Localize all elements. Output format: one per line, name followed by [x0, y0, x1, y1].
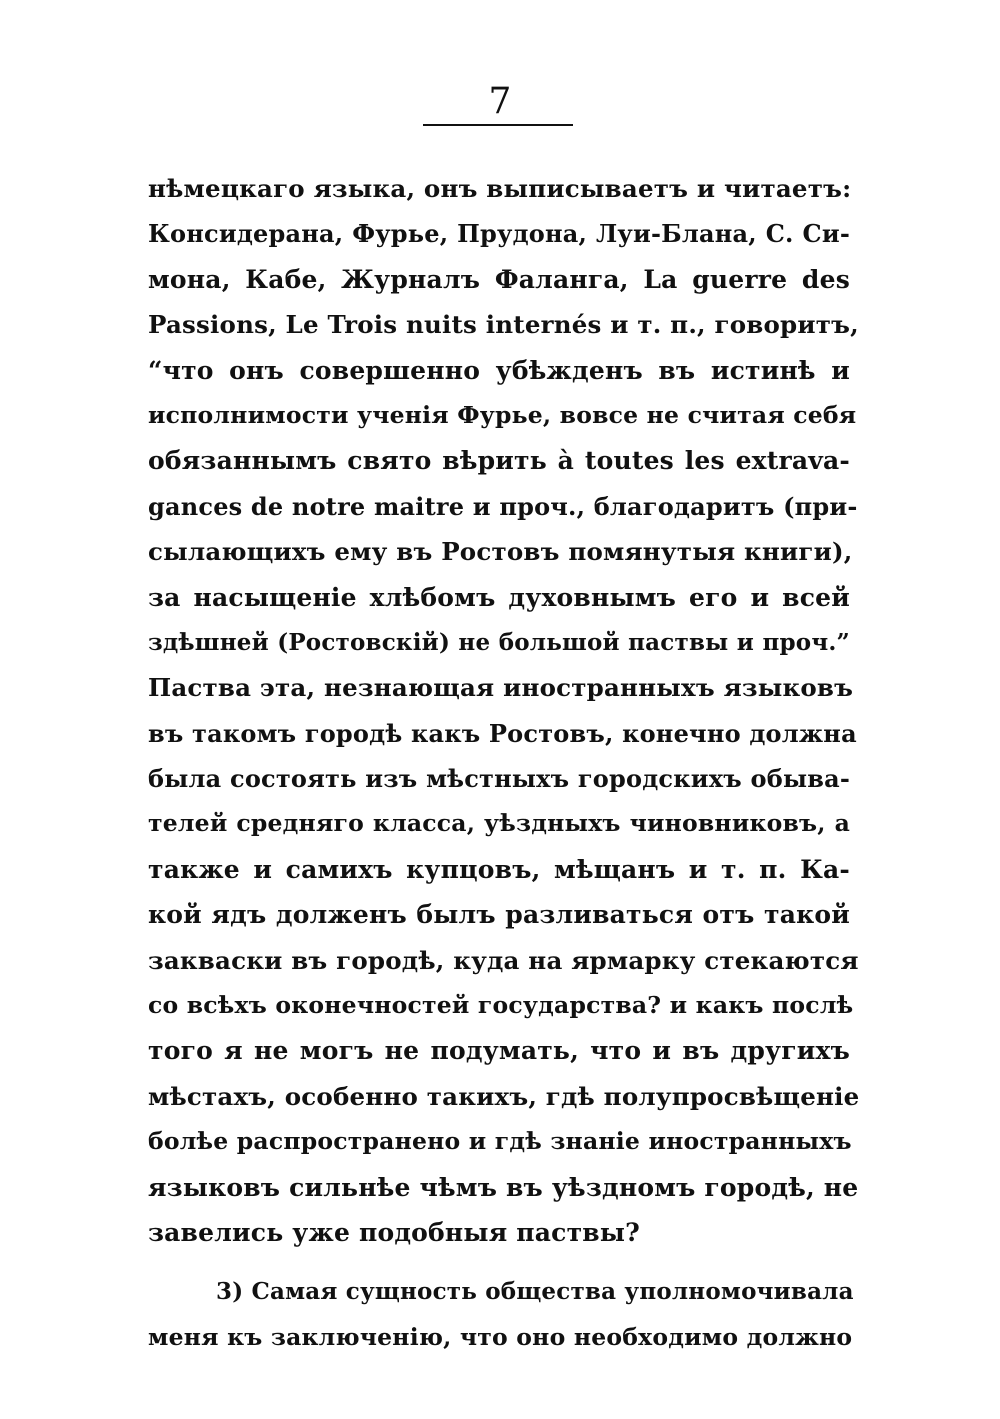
paragraph-2	[148, 1269, 854, 1360]
text-line: нѣмецкаго языка, онъ выписываетъ и читаетъ:	[148, 174, 852, 203]
text-line: 3) Самая сущность общества уполномочивала	[216, 1278, 854, 1306]
text-line: мѣстахъ, особенно такихъ, гдѣ полупросвѣщеніе	[148, 1081, 860, 1111]
text-line: Консидерана, Фурье, Прудона, Луи-Блана, С. Си-	[148, 219, 850, 249]
text-line: языковъ сильнѣе чѣмъ въ уѣздномъ городѣ, не	[148, 1172, 859, 1202]
page-number: 7	[488, 81, 512, 122]
text-line: телей средняго класса, уѣздныхъ чиновниковъ, а	[148, 809, 850, 838]
text-line: также и самихъ купцовъ, мѣщанъ и т. п. Ка-	[148, 854, 850, 884]
text-line: Паства эта, незнающая иностранныхъ языковъ	[148, 673, 854, 703]
text-line: меня къ заключенію, что оно необходимо должно	[148, 1322, 853, 1351]
text-line: завелись уже подобныя паствы?	[148, 1217, 640, 1247]
text-line: сылающихъ ему въ Ростовъ помянутыя книги),	[148, 537, 853, 567]
text-line: исполнимости ученія Фурье, вовсе не считая себя	[148, 400, 857, 429]
text-line: того я не могъ не подумать, что и въ другихъ	[148, 1036, 850, 1066]
paragraph-spacer	[148, 1255, 850, 1269]
text-line: закваски въ городѣ, куда на ярмарку стекаются	[148, 945, 859, 975]
text-line: со всѣхъ оконечностей государства? и какъ послѣ	[148, 991, 854, 1020]
text-line: здѣшней (Ростовскій) не большой паствы и проч.”	[148, 628, 850, 656]
text-line: gances de notre maitre и проч., благодаритъ (при-	[148, 491, 858, 521]
header-rule	[423, 124, 573, 126]
text-line: Passions, Le Trois nuits internés и т. п., говоритъ,	[148, 310, 859, 340]
paragraph-1	[148, 166, 860, 1255]
text-line: обязаннымъ свято вѣрить à toutes les extrava-	[148, 446, 850, 476]
text-line: была состоять изъ мѣстныхъ городскихъ обыва-	[148, 764, 850, 794]
text-line: въ такомъ городѣ какъ Ростовъ, конечно должна	[148, 718, 857, 748]
body-text	[148, 166, 860, 1360]
text-line: кой ядъ долженъ былъ разливаться отъ такой	[148, 900, 850, 930]
text-line: болѣе распространено и гдѣ знаніе иностранныхъ	[148, 1127, 852, 1156]
text-line: мона, Кабе, Журналъ Фаланга, La guerre des	[148, 264, 850, 294]
text-line: “что онъ совершенно убѣжденъ въ истинѣ и	[148, 355, 850, 385]
text-line: за насыщеніе хлѣбомъ духовнымъ его и всей	[148, 582, 850, 612]
